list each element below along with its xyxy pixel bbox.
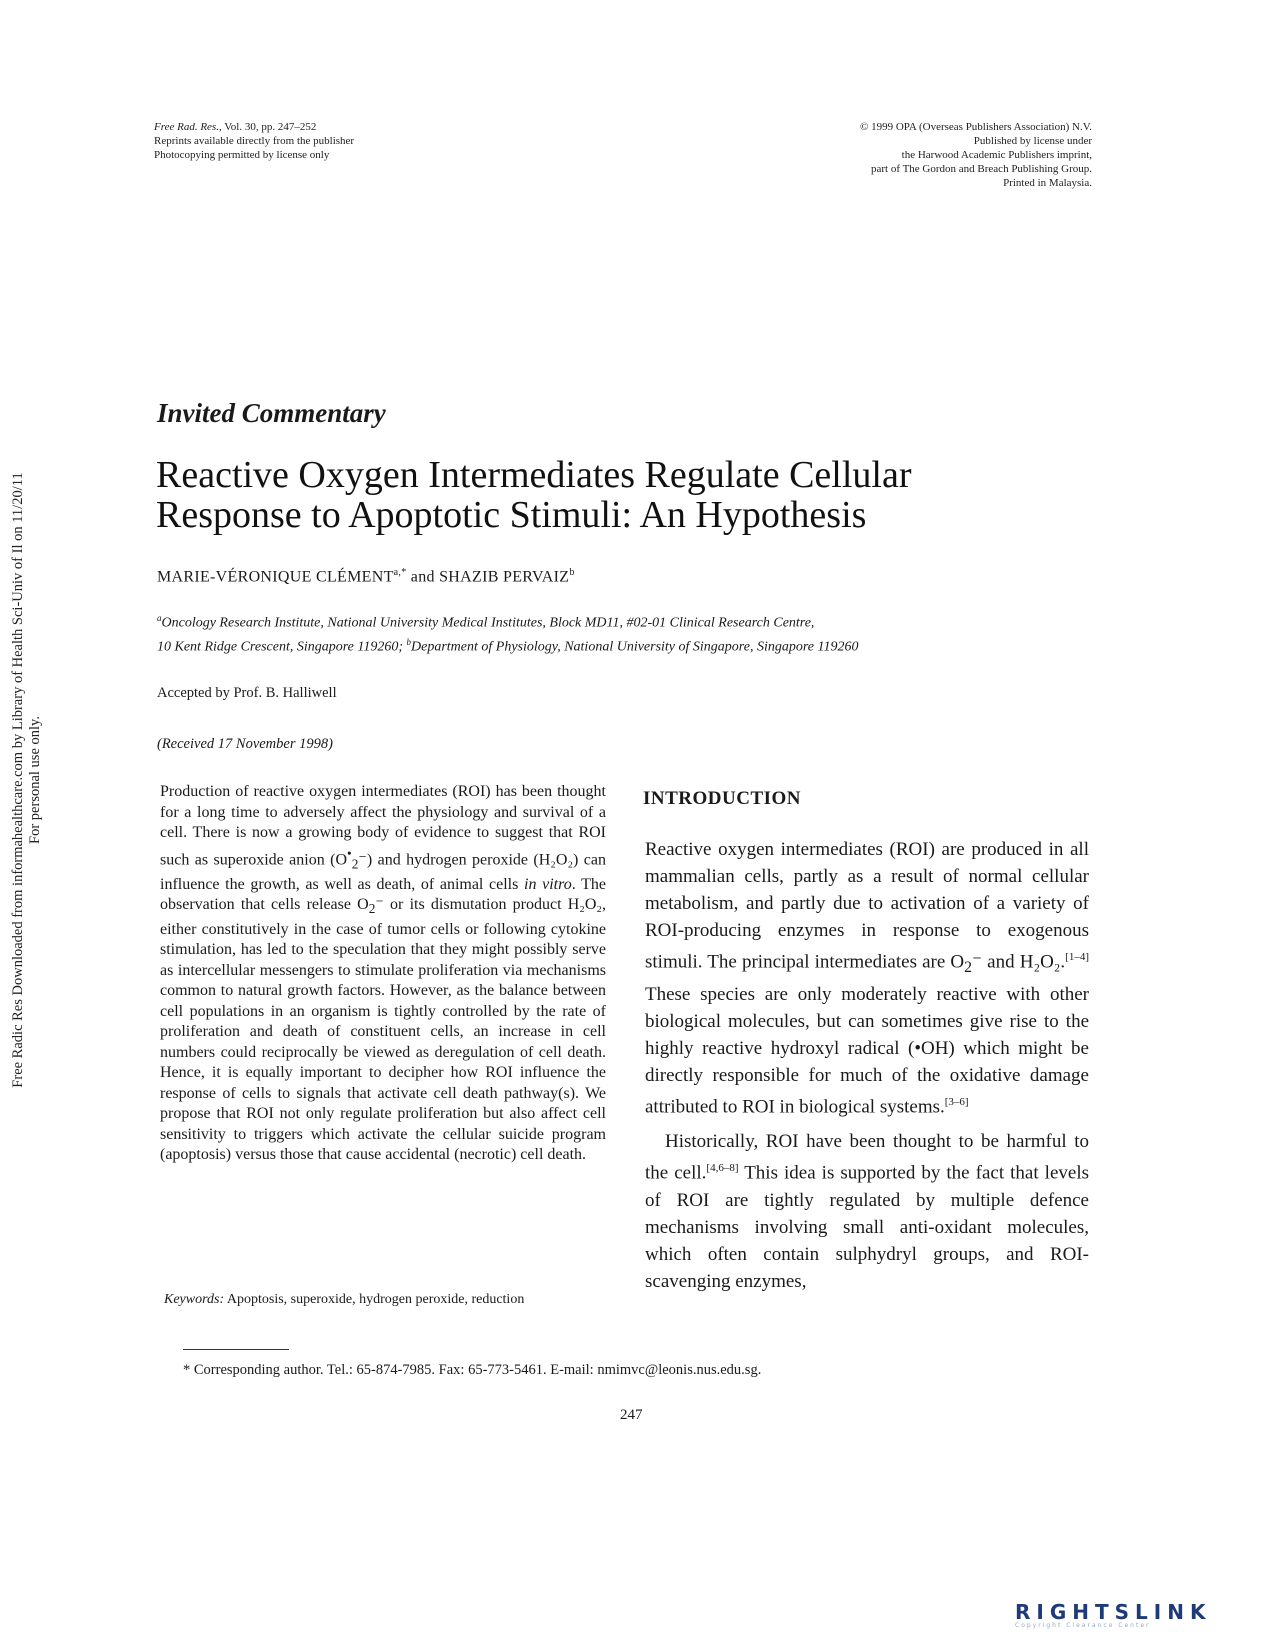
author-2: SHAZIB PERVAIZ [439, 568, 570, 586]
article-title [156, 455, 1056, 535]
footnote-rule [183, 1349, 289, 1350]
author-2-affil: b [569, 567, 575, 578]
accepted-by: Accepted by Prof. B. Halliwell [157, 685, 337, 701]
author-conjunction: and [406, 568, 440, 586]
citation-4-6-8[interactable]: [4,6–8] [706, 1162, 739, 1175]
intro-p1-part-c: These species are only moderately reactive with other biological molecules, but can sometimes give rise to the highly reactive hydroxyl radical (•OH) which might be directly responsible for much of the oxidative damage attributed to ROI in biological systems. [645, 984, 1089, 1118]
printed-line: Printed in Malaysia. [1003, 177, 1092, 189]
affil-b-mark: b [406, 636, 411, 647]
superoxide-dot: • [347, 845, 352, 861]
reprints-note: Reprints available directly from the publisher [154, 135, 355, 147]
rightslink-logo[interactable] [1015, 1600, 1245, 1640]
superoxide-two: 2 [351, 856, 359, 872]
introduction-body [645, 836, 1089, 1303]
intro-p2-part-a: Historically, ROI have been thought to be harmful to the cell. [645, 1131, 1089, 1184]
intro-p1-part-a: Reactive oxygen intermediates (ROI) are produced in all mammalian cells, partly as a result of normal cellular metabolism, and partly due to activation of a variety of ROI-producing enzymes in response to exogenous stimuli. The principal intermediates are O [645, 839, 1089, 973]
abstract-in-vitro: in vitro [524, 875, 572, 893]
affil-a-mark: a [157, 613, 162, 623]
superoxide-two-2: 2 [368, 901, 376, 917]
rightslink-wordmark: RIGHTSLINK [1015, 1600, 1212, 1624]
intro-p2-part-b: This idea is supported by the fact that levels of ROI are tightly regulated by multiple defence mechanisms involving small anti-oxidant molecules, which often contain sulphydryl groups, and ROI-scavenging enzymes, [645, 1162, 1089, 1292]
copyright-line: © 1999 OPA (Overseas Publishers Association) N.V. [859, 121, 1092, 133]
intro-paragraph-1 [645, 836, 1089, 1120]
download-watermark-line1: Free Radic Res Downloaded from informahealthcare.com by Library of Health Sci-Univ of Il on 11/20/11 [10, 472, 26, 1088]
section-heading-introduction: INTRODUCTION [643, 788, 802, 809]
citation-1-4[interactable]: [1–4] [1065, 951, 1089, 963]
author-1: MARIE-VÉRONIQUE CLÉMENT [157, 568, 394, 586]
imprint-line: the Harwood Academic Publishers imprint, [901, 149, 1092, 161]
affil-b: Department of Physiology, National University of Singapore, Singapore 119260 [411, 639, 859, 655]
abstract-part-1: Production of reactive oxygen intermediates (ROI) has been thought for a long time to adversely affect the physiology and survival of a cell. There is now a growing body of evidence to suggest that ROI such as superoxide anion (O [160, 783, 606, 868]
author-1-affil: a,* [393, 567, 407, 578]
abstract-part-4: . The observation that cells release O [160, 875, 606, 914]
download-watermark-line2: For personal use only. [27, 716, 43, 844]
journal-abbrev: Free Rad. Res., [154, 121, 222, 133]
author-list [157, 567, 575, 586]
affiliations [157, 609, 1057, 656]
abstract [160, 782, 606, 1166]
license-line: Published by license under [973, 135, 1092, 147]
citation-3-6[interactable]: [3–6] [944, 1096, 969, 1109]
affil-a-line1: Oncology Research Institute, National University Medical Institutes, Block MD11, #02-01 Clinical Research Centre, [161, 615, 815, 631]
abstract-part-5: ⁻ or its dismutation product H₂O₂, either constitutively in the case of tumor cells or following cytokine stimulation, has led to the speculation that they might possibly serve as intercellular messengers to stimulate proliferation via mechanisms common to natural growth factors. However, as the balance between cell populations in an organism is tightly controlled by the rate of proliferation and death of constituent cells, an increase in cell numbers could reciprocally be viewed as deregulation of cell death. Hence, it is equally important to decipher how ROI influence the response of cells to signals that activate cell death pathway(s). We propose that ROI not only regulate proliferation but also affect cell sensitivity to triggers which activate the cellular suicide program (apoptosis) versus those that cause accidental (necrotic) cell death. [160, 896, 606, 1164]
affil-a-line2: 10 Kent Ridge Crescent, Singapore 119260; [157, 639, 407, 655]
download-watermark [10, 420, 44, 1140]
journal-volume: Vol. 30, pp. 247–252 [224, 121, 317, 133]
running-header-right [760, 120, 1092, 190]
corresponding-author-footnote: * Corresponding author. Tel.: 65-874-7985. Fax: 65-773-5461. E-mail: nmimvc@leonis.nus.edu.sg. [183, 1362, 762, 1378]
intro-superoxide-two: 2 [964, 959, 973, 977]
keywords-text: Apoptosis, superoxide, hydrogen peroxide, reduction [224, 1292, 525, 1307]
title-line-2: Response to Apoptotic Stimuli: An Hypothesis [156, 494, 867, 536]
intro-p1-part-b: ⁻ and H₂O₂. [972, 951, 1066, 973]
running-header-left [154, 120, 474, 162]
group-line: part of The Gordon and Breach Publishing Group. [871, 163, 1092, 175]
photocopy-note: Photocopying permitted by license only [154, 149, 330, 161]
abstract-part-2: ⁻) and hydrogen peroxide (H₂O₂) can influence the growth, as well as death, of animal cells [160, 850, 606, 893]
article-type: Invited Commentary [157, 398, 386, 428]
keywords-label: Keywords: [164, 1292, 225, 1307]
page-number: 247 [620, 1407, 643, 1423]
received-date: (Received 17 November 1998) [157, 736, 333, 752]
rightslink-tagline: Copyright Clearance Center [1015, 1622, 1151, 1629]
keywords [164, 1291, 594, 1309]
intro-paragraph-2 [645, 1128, 1089, 1294]
title-line-1: Reactive Oxygen Intermediates Regulate Cellular [156, 454, 912, 496]
